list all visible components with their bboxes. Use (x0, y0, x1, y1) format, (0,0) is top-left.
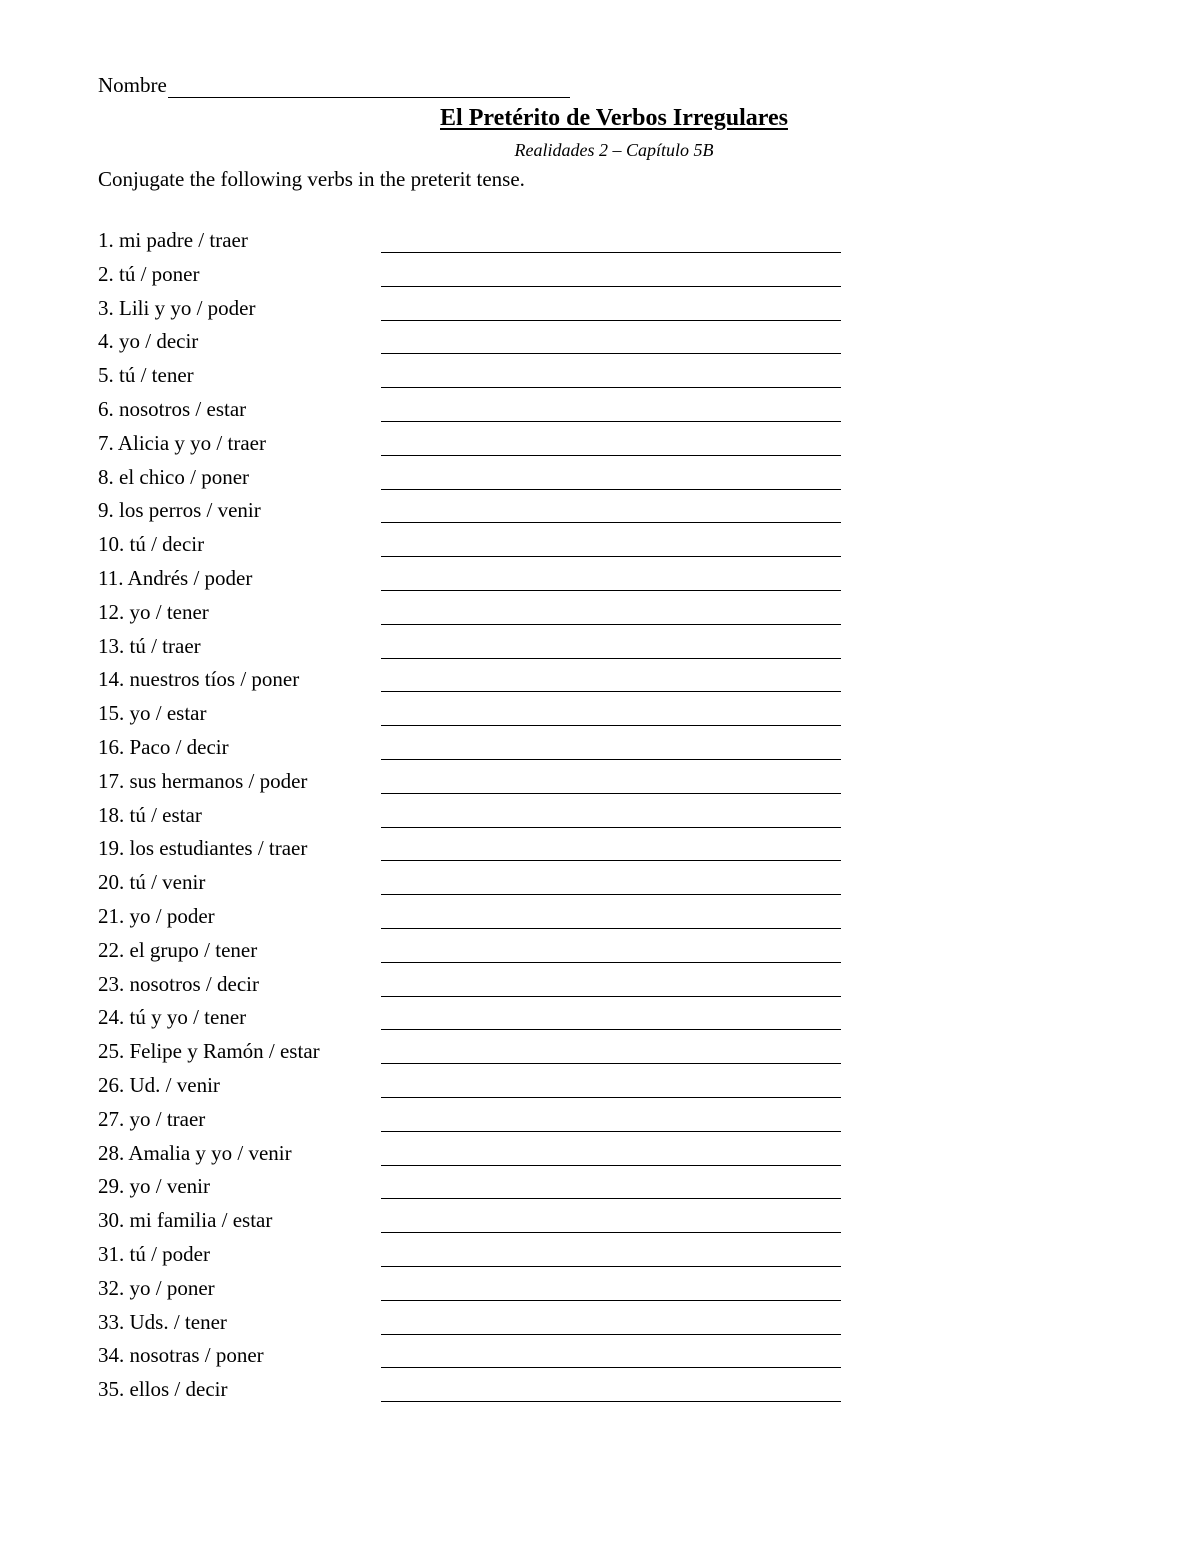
answer-blank[interactable] (381, 455, 841, 456)
exercise-prompt: 23. nosotros / decir (98, 971, 259, 996)
exercise-item (98, 496, 858, 530)
answer-blank[interactable] (381, 1232, 841, 1233)
answer-blank[interactable] (381, 556, 841, 557)
answer-blank[interactable] (381, 928, 841, 929)
answer-blank[interactable] (381, 827, 841, 828)
exercise-item (98, 733, 858, 767)
exercise-prompt: 3. Lili y yo / poder (98, 295, 256, 320)
exercise-prompt: 34. nosotras / poner (98, 1343, 264, 1368)
exercise-prompt: 4. yo / decir (98, 329, 199, 354)
exercise-prompt: 14. nuestros tíos / poner (98, 667, 300, 692)
exercise-item (98, 1274, 858, 1308)
exercise-item (98, 1341, 858, 1375)
exercise-item (98, 699, 858, 733)
exercise-prompt: 25. Felipe y Ramón / estar (98, 1039, 320, 1064)
answer-blank[interactable] (381, 1198, 841, 1199)
page-subtitle: Realidades 2 – Capítulo 5B (514, 140, 714, 160)
exercise-prompt: 27. yo / traer (98, 1106, 206, 1131)
answer-blank[interactable] (381, 793, 841, 794)
instructions: Conjugate the following verbs in the preterit tense. (98, 167, 525, 191)
answer-blank[interactable] (381, 1334, 841, 1335)
answer-blank[interactable] (381, 286, 841, 287)
exercise-prompt: 28. Amalia y yo / venir (98, 1140, 292, 1165)
answer-blank[interactable] (381, 725, 841, 726)
exercise-prompt: 11. Andrés / poder (98, 565, 253, 590)
exercise-prompt: 21. yo / poder (98, 903, 215, 928)
answer-blank[interactable] (381, 421, 841, 422)
exercise-item (98, 868, 858, 902)
exercise-item (98, 226, 858, 260)
exercise-prompt: 12. yo / tener (98, 599, 209, 624)
answer-blank[interactable] (381, 962, 841, 963)
exercise-item (98, 1037, 858, 1071)
exercise-prompt: 16. Paco / decir (98, 734, 229, 759)
exercise-item (98, 902, 858, 936)
name-row (98, 72, 570, 98)
name-blank[interactable] (168, 73, 570, 98)
exercise-prompt: 13. tú / traer (98, 633, 201, 658)
exercise-item (98, 632, 858, 666)
answer-blank[interactable] (381, 1029, 841, 1030)
answer-blank[interactable] (381, 860, 841, 861)
answer-blank[interactable] (381, 624, 841, 625)
exercise-prompt: 26. Ud. / venir (98, 1072, 220, 1097)
answer-blank[interactable] (381, 1165, 841, 1166)
exercise-item (98, 1375, 858, 1409)
exercise-item (98, 665, 858, 699)
exercise-prompt: 5. tú / tener (98, 363, 194, 388)
answer-blank[interactable] (381, 658, 841, 659)
answer-blank[interactable] (381, 387, 841, 388)
exercise-prompt: 2. tú / poner (98, 261, 200, 286)
exercise-item (98, 1105, 858, 1139)
answer-blank[interactable] (381, 522, 841, 523)
exercise-item (98, 530, 858, 564)
exercise-item (98, 260, 858, 294)
exercise-prompt: 15. yo / estar (98, 701, 207, 726)
exercise-prompt: 33. Uds. / tener (98, 1309, 227, 1334)
exercise-item (98, 767, 858, 801)
exercise-item (98, 936, 858, 970)
exercise-prompt: 22. el grupo / tener (98, 937, 258, 962)
answer-blank[interactable] (381, 1097, 841, 1098)
name-label: Nombre (98, 73, 167, 97)
exercise-prompt: 20. tú / venir (98, 870, 206, 895)
answer-blank[interactable] (381, 1401, 841, 1402)
exercise-item (98, 294, 858, 328)
exercise-item (98, 834, 858, 868)
exercise-item (98, 1003, 858, 1037)
exercise-prompt: 19. los estudiantes / traer (98, 836, 308, 861)
exercise-prompt: 35. ellos / decir (98, 1377, 228, 1402)
exercise-list (98, 226, 858, 1409)
answer-blank[interactable] (381, 353, 841, 354)
exercise-item (98, 564, 858, 598)
exercise-item (98, 970, 858, 1004)
exercise-prompt: 30. mi familia / estar (98, 1208, 273, 1233)
exercise-item (98, 1308, 858, 1342)
answer-blank[interactable] (381, 1300, 841, 1301)
answer-blank[interactable] (381, 996, 841, 997)
page-title: El Pretérito de Verbos Irregulares (440, 105, 788, 131)
answer-blank[interactable] (381, 894, 841, 895)
answer-blank[interactable] (381, 489, 841, 490)
exercise-item (98, 1172, 858, 1206)
exercise-prompt: 1. mi padre / traer (98, 228, 248, 252)
answer-blank[interactable] (381, 1063, 841, 1064)
exercise-item (98, 1240, 858, 1274)
exercise-prompt: 6. nosotros / estar (98, 396, 247, 421)
answer-blank[interactable] (381, 691, 841, 692)
exercise-item (98, 598, 858, 632)
exercise-prompt: 7. Alicia y yo / traer (98, 430, 266, 455)
exercise-item (98, 1206, 858, 1240)
exercise-prompt: 18. tú / estar (98, 802, 202, 827)
exercise-item (98, 1071, 858, 1105)
exercise-prompt: 32. yo / poner (98, 1275, 215, 1300)
answer-blank[interactable] (381, 759, 841, 760)
exercise-item (98, 361, 858, 395)
answer-blank[interactable] (381, 1367, 841, 1368)
exercise-prompt: 17. sus hermanos / poder (98, 768, 308, 793)
exercise-item (98, 327, 858, 361)
exercise-prompt: 29. yo / venir (98, 1174, 210, 1199)
exercise-prompt: 10. tú / decir (98, 532, 205, 557)
answer-blank[interactable] (381, 1131, 841, 1132)
exercise-item (98, 463, 858, 497)
exercise-item (98, 1139, 858, 1173)
exercise-prompt: 9. los perros / venir (98, 498, 261, 523)
exercise-item (98, 429, 858, 463)
exercise-item (98, 801, 858, 835)
answer-blank[interactable] (381, 1266, 841, 1267)
exercise-prompt: 8. el chico / poner (98, 464, 250, 489)
answer-blank[interactable] (381, 320, 841, 321)
answer-blank[interactable] (381, 590, 841, 591)
exercise-prompt: 31. tú / poder (98, 1241, 210, 1266)
exercise-item (98, 395, 858, 429)
exercise-prompt: 24. tú y yo / tener (98, 1005, 247, 1030)
answer-blank[interactable] (381, 252, 841, 253)
